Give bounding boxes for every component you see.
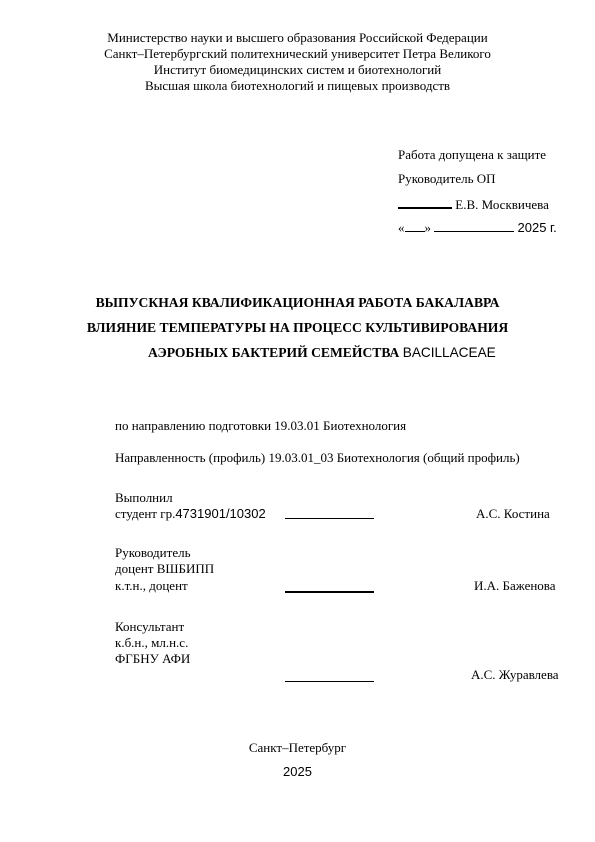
school-line: Высшая школа биотехнологий и пищевых производств — [144, 78, 451, 93]
consultant-signature-line — [285, 681, 374, 682]
approval-date — [398, 219, 557, 236]
supervisor-signature-line — [285, 591, 374, 593]
footer-year: 2025 — [283, 764, 312, 779]
head-name: Е.В. Москвичева — [455, 197, 549, 212]
consultant-role: Консультант — [115, 619, 185, 634]
institute-line: Институт биомедицинских систем и биотехнологий — [153, 62, 442, 77]
consultant-org: ФГБНУ АФИ — [115, 651, 191, 666]
supervisor-role: Руководитель — [115, 545, 191, 560]
direction-line: по направлению подготовки 19.03.01 Биотехнология — [115, 418, 407, 433]
head-label: Руководитель ОП — [398, 171, 496, 186]
date-close-quote: » — [424, 220, 431, 235]
supervisor-position: доцент ВШБИПП — [115, 561, 215, 576]
admitted-label: Работа допущена к защите — [398, 147, 547, 162]
date-open-quote: « — [398, 220, 405, 235]
student-name: А.С. Костина — [476, 506, 550, 521]
student-signature-line — [285, 518, 374, 519]
student-group — [115, 506, 266, 522]
student-group-number: 4731901/10302 — [175, 506, 266, 521]
ministry-line: Министерство науки и высшего образования Российской Федерации — [107, 30, 488, 45]
date-month-line — [434, 219, 514, 232]
work-topic-line2 — [148, 345, 496, 361]
head-signature-line — [398, 195, 452, 209]
consultant-degree: к.б.н., мл.н.с. — [115, 635, 189, 650]
consultant-name: А.С. Журавлева — [471, 667, 559, 682]
work-topic-latin: BACILLACEAE — [402, 345, 496, 360]
approval-year: 2025 г. — [517, 220, 557, 235]
student-group-prefix: студент гр. — [115, 506, 176, 521]
student-role: Выполнил — [115, 490, 173, 505]
profile-line: Направленность (профиль) 19.03.01_03 Биотехнология (общий профиль) — [115, 450, 520, 465]
work-topic-main: АЭРОБНЫХ БАКТЕРИЙ СЕМЕЙСТВА — [148, 345, 400, 360]
supervisor-name: И.А. Баженова — [474, 578, 556, 593]
footer-city: Санкт–Петербург — [248, 740, 347, 755]
head-signature — [398, 195, 549, 213]
date-day-line — [405, 219, 425, 232]
supervisor-degree: к.т.н., доцент — [115, 578, 188, 593]
work-type-title: ВЫПУСКНАЯ КВАЛИФИКАЦИОННАЯ РАБОТА БАКАЛАВРА — [95, 295, 500, 310]
university-line: Санкт–Петербургский политехнический университет Петра Великого — [104, 46, 491, 61]
work-topic-line1: ВЛИЯНИЕ ТЕМПЕРАТУРЫ НА ПРОЦЕСС КУЛЬТИВИРОВАНИЯ — [86, 320, 509, 335]
